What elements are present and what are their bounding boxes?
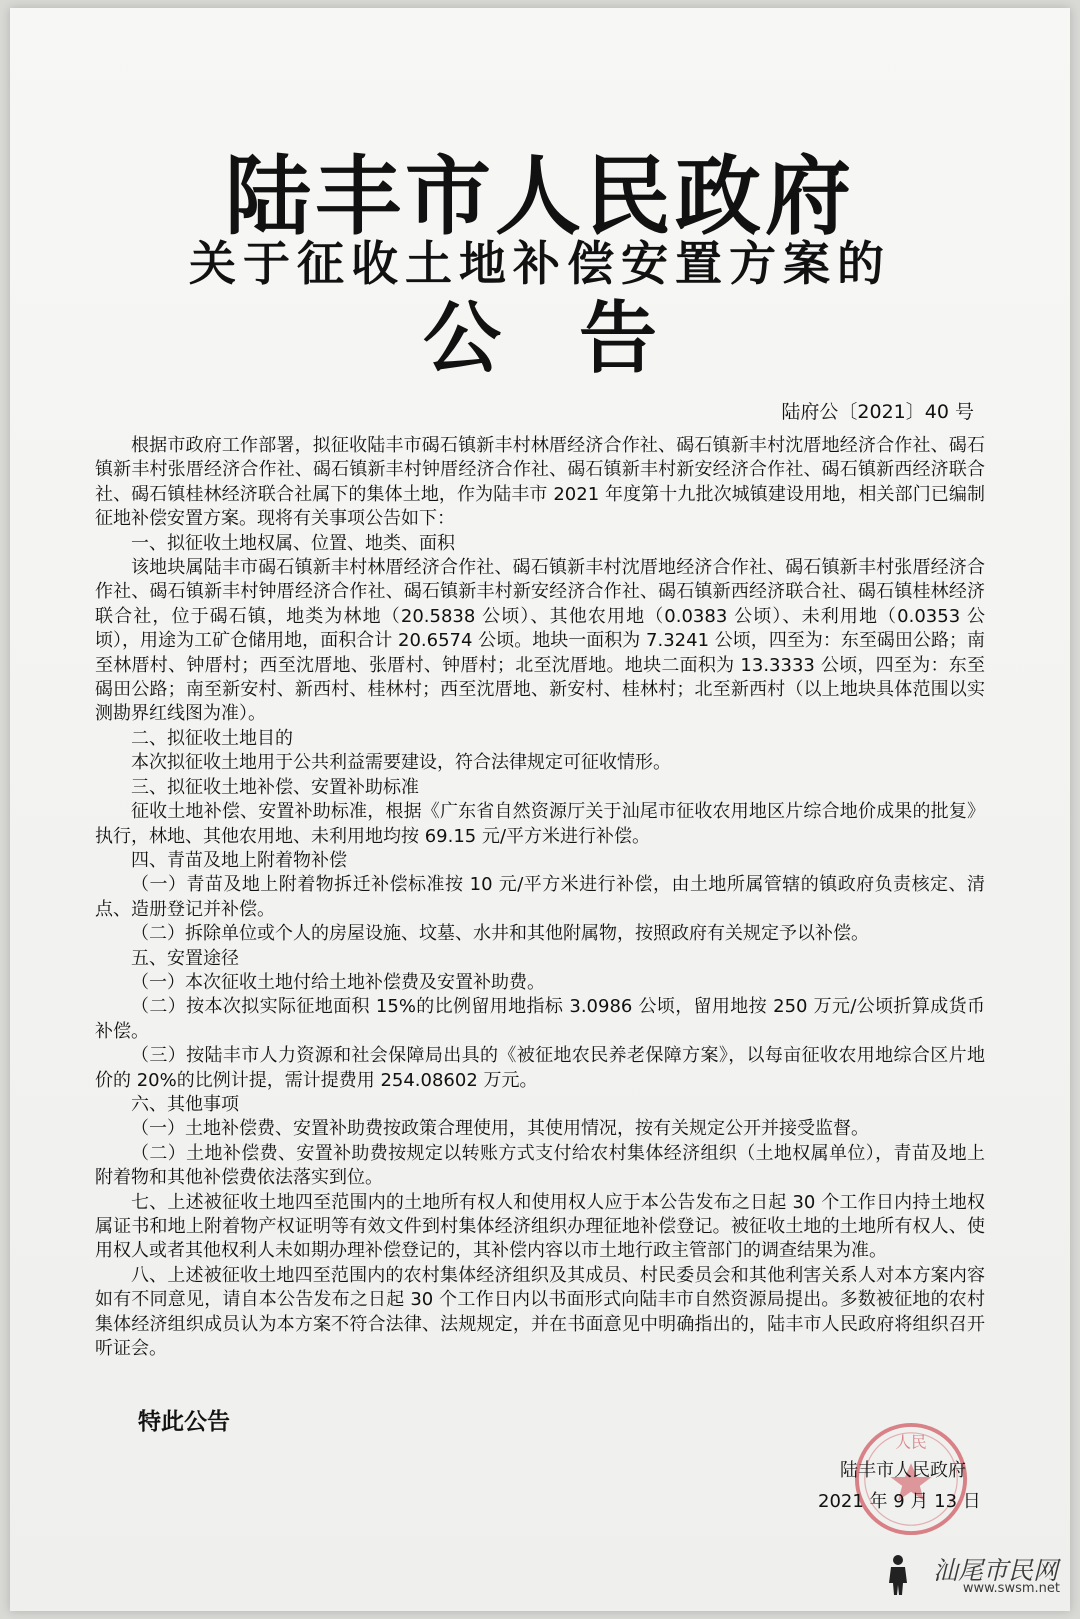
closing-statement: 特此公告 <box>138 1408 230 1435</box>
paragraph: 根据市政府工作部署，拟征收陆丰市碣石镇新丰村林厝经济合作社、碣石镇新丰村沈厝地经济合作社、碣石镇新丰村张厝经济合作社、碣石镇新丰村钟厝经济合作社、碣石镇新丰村新安经济合作社、碣石镇新西经济联合社、碣石镇桂林经济联合社属下的集体土地，作为陆丰市 2021 年度第十九批次城镇建设用地，相关部门已编制征地补偿安置方案。现将有关事项公告如下： <box>95 435 985 530</box>
section-heading: 一、拟征收土地权属、位置、地类、面积 <box>131 532 455 554</box>
paragraph: （二）土地补偿费、安置补助费按规定以转账方式支付给农村集体经济组织（土地权属单位），青苗及地上附着物和其他补偿费依法落实到位。 <box>95 1142 985 1189</box>
section-heading: 四、青苗及地上附着物补偿 <box>131 849 347 871</box>
site-watermark <box>880 1551 1060 1599</box>
notice-body <box>95 434 985 1361</box>
document-subtitle: 关于征收土地补偿安置方案的 <box>189 237 891 292</box>
paragraph: 本次拟征收土地用于公共利益需要建设，符合法律规定可征收情形。 <box>131 752 671 774</box>
section-heading: 五、安置途径 <box>131 947 239 969</box>
paragraph: （三）按陆丰市人力资源和社会保障局出具的《被征地农民养老保障方案》，以每亩征收农用地综合区片地价的 20%的比例计提，需计提费用 254.08602 万元。 <box>95 1045 985 1091</box>
paragraph: （一）青苗及地上附着物拆迁补偿标准按 10 元/平方米进行补偿，由土地所属管辖的镇政府负责核定、清点、造册登记并补偿。 <box>95 874 985 920</box>
paragraph: 七、上述被征收土地四至范围内的土地所有权人和使用权人应于本公告发布之日起 30 个工作日内持土地权属证书和地上附着物产权证明等有效文件到村集体经济组织办理征地补偿登记。被征收土地的土地所有权人、使用权人或者其他权利人未如期办理补偿登记的，其补偿内容以市土地行政主管部门的调查结果为准。 <box>95 1191 985 1262</box>
watermark-url: www.swsm.net <box>962 1581 1060 1596</box>
document-title: 陆丰市人民政府 <box>225 146 855 247</box>
paragraph: （一）土地补偿费、安置补助费按政策合理使用，其使用情况，按有关规定公开并接受监督。 <box>131 1118 869 1140</box>
issue-date: 2021 年 9 月 13 日 <box>818 1491 981 1512</box>
paragraph: 八、上述被征收土地四至范围内的农村集体经济组织及其成员、村民委员会和其他利害关系人对本方案内容如有不同意见，请自本公告发布之日起 30 个工作日内以书面形式向陆丰市自然资源局提出。多数被征地的农村集体经济组织成员认为本方案不符合法律、法规规定，并在书面意见中明确指出的，陆丰市人民政府将组织召开听证会。 <box>95 1264 985 1360</box>
document-number: 陆府公〔2021〕40 号 <box>781 401 974 423</box>
paragraph: 该地块属陆丰市碣石镇新丰村林厝经济合作社、碣石镇新丰村沈厝地经济合作社、碣石镇新丰村张厝经济合作社、碣石镇新丰村钟厝经济合作社、碣石镇新丰村新安经济合作社、碣石镇新西经济联合社、碣石镇桂林经济联合社，位于碣石镇，地类为林地（20.5838 公顷）、其他农用地（0.0383 公顷）、未利用地（0.0353 公顷），用途为工矿仓储用地，面积合计 20.6574 公顷。地块一面积为 7.3241 公顷，四至为：东至碣田公路；南至林厝村、钟厝村；西至沈厝地、张厝村、钟厝村；北至沈厝地。地块二面积为 13.3333 公顷，四至为：东至碣田公路；南至新安村、新西村、桂林村；西至沈厝地、新安村、桂林村；北至新西村（以上地块具体范围以实测勘界红线图为准）。 <box>95 557 985 725</box>
issuing-authority: 陆丰市人民政府 <box>840 1460 966 1481</box>
section-heading: 六、其他事项 <box>131 1093 239 1115</box>
paragraph: （二）拆除单位或个人的房屋设施、坟墓、水井和其他附属物，按照政府有关规定予以补偿。 <box>131 923 869 945</box>
notice-document <box>10 8 1070 1611</box>
person-silhouette-icon <box>882 1553 914 1597</box>
paragraph: 征收土地补偿、安置补助标准，根据《广东省自然资源厅关于汕尾市征收农用地区片综合地价成果的批复》执行，林地、其他农用地、未利用地均按 69.15 元/平方米进行补偿。 <box>95 801 985 847</box>
section-heading: 二、拟征收土地目的 <box>131 727 293 749</box>
paragraph: （一）本次征收土地付给土地补偿费及安置补助费。 <box>131 971 545 993</box>
notice-heading: 公告 <box>422 294 735 384</box>
watermark-site-name: 汕尾市民网 <box>932 1556 1058 1585</box>
section-heading: 三、拟征收土地补偿、安置补助标准 <box>131 776 419 798</box>
paragraph: （二）按本次拟实际征地面积 15%的比例留用地指标 3.0986 公顷，留用地按 250 万元/公顷折算成货币补偿。 <box>95 996 985 1042</box>
svg-text:人民: 人民 <box>895 1432 927 1452</box>
